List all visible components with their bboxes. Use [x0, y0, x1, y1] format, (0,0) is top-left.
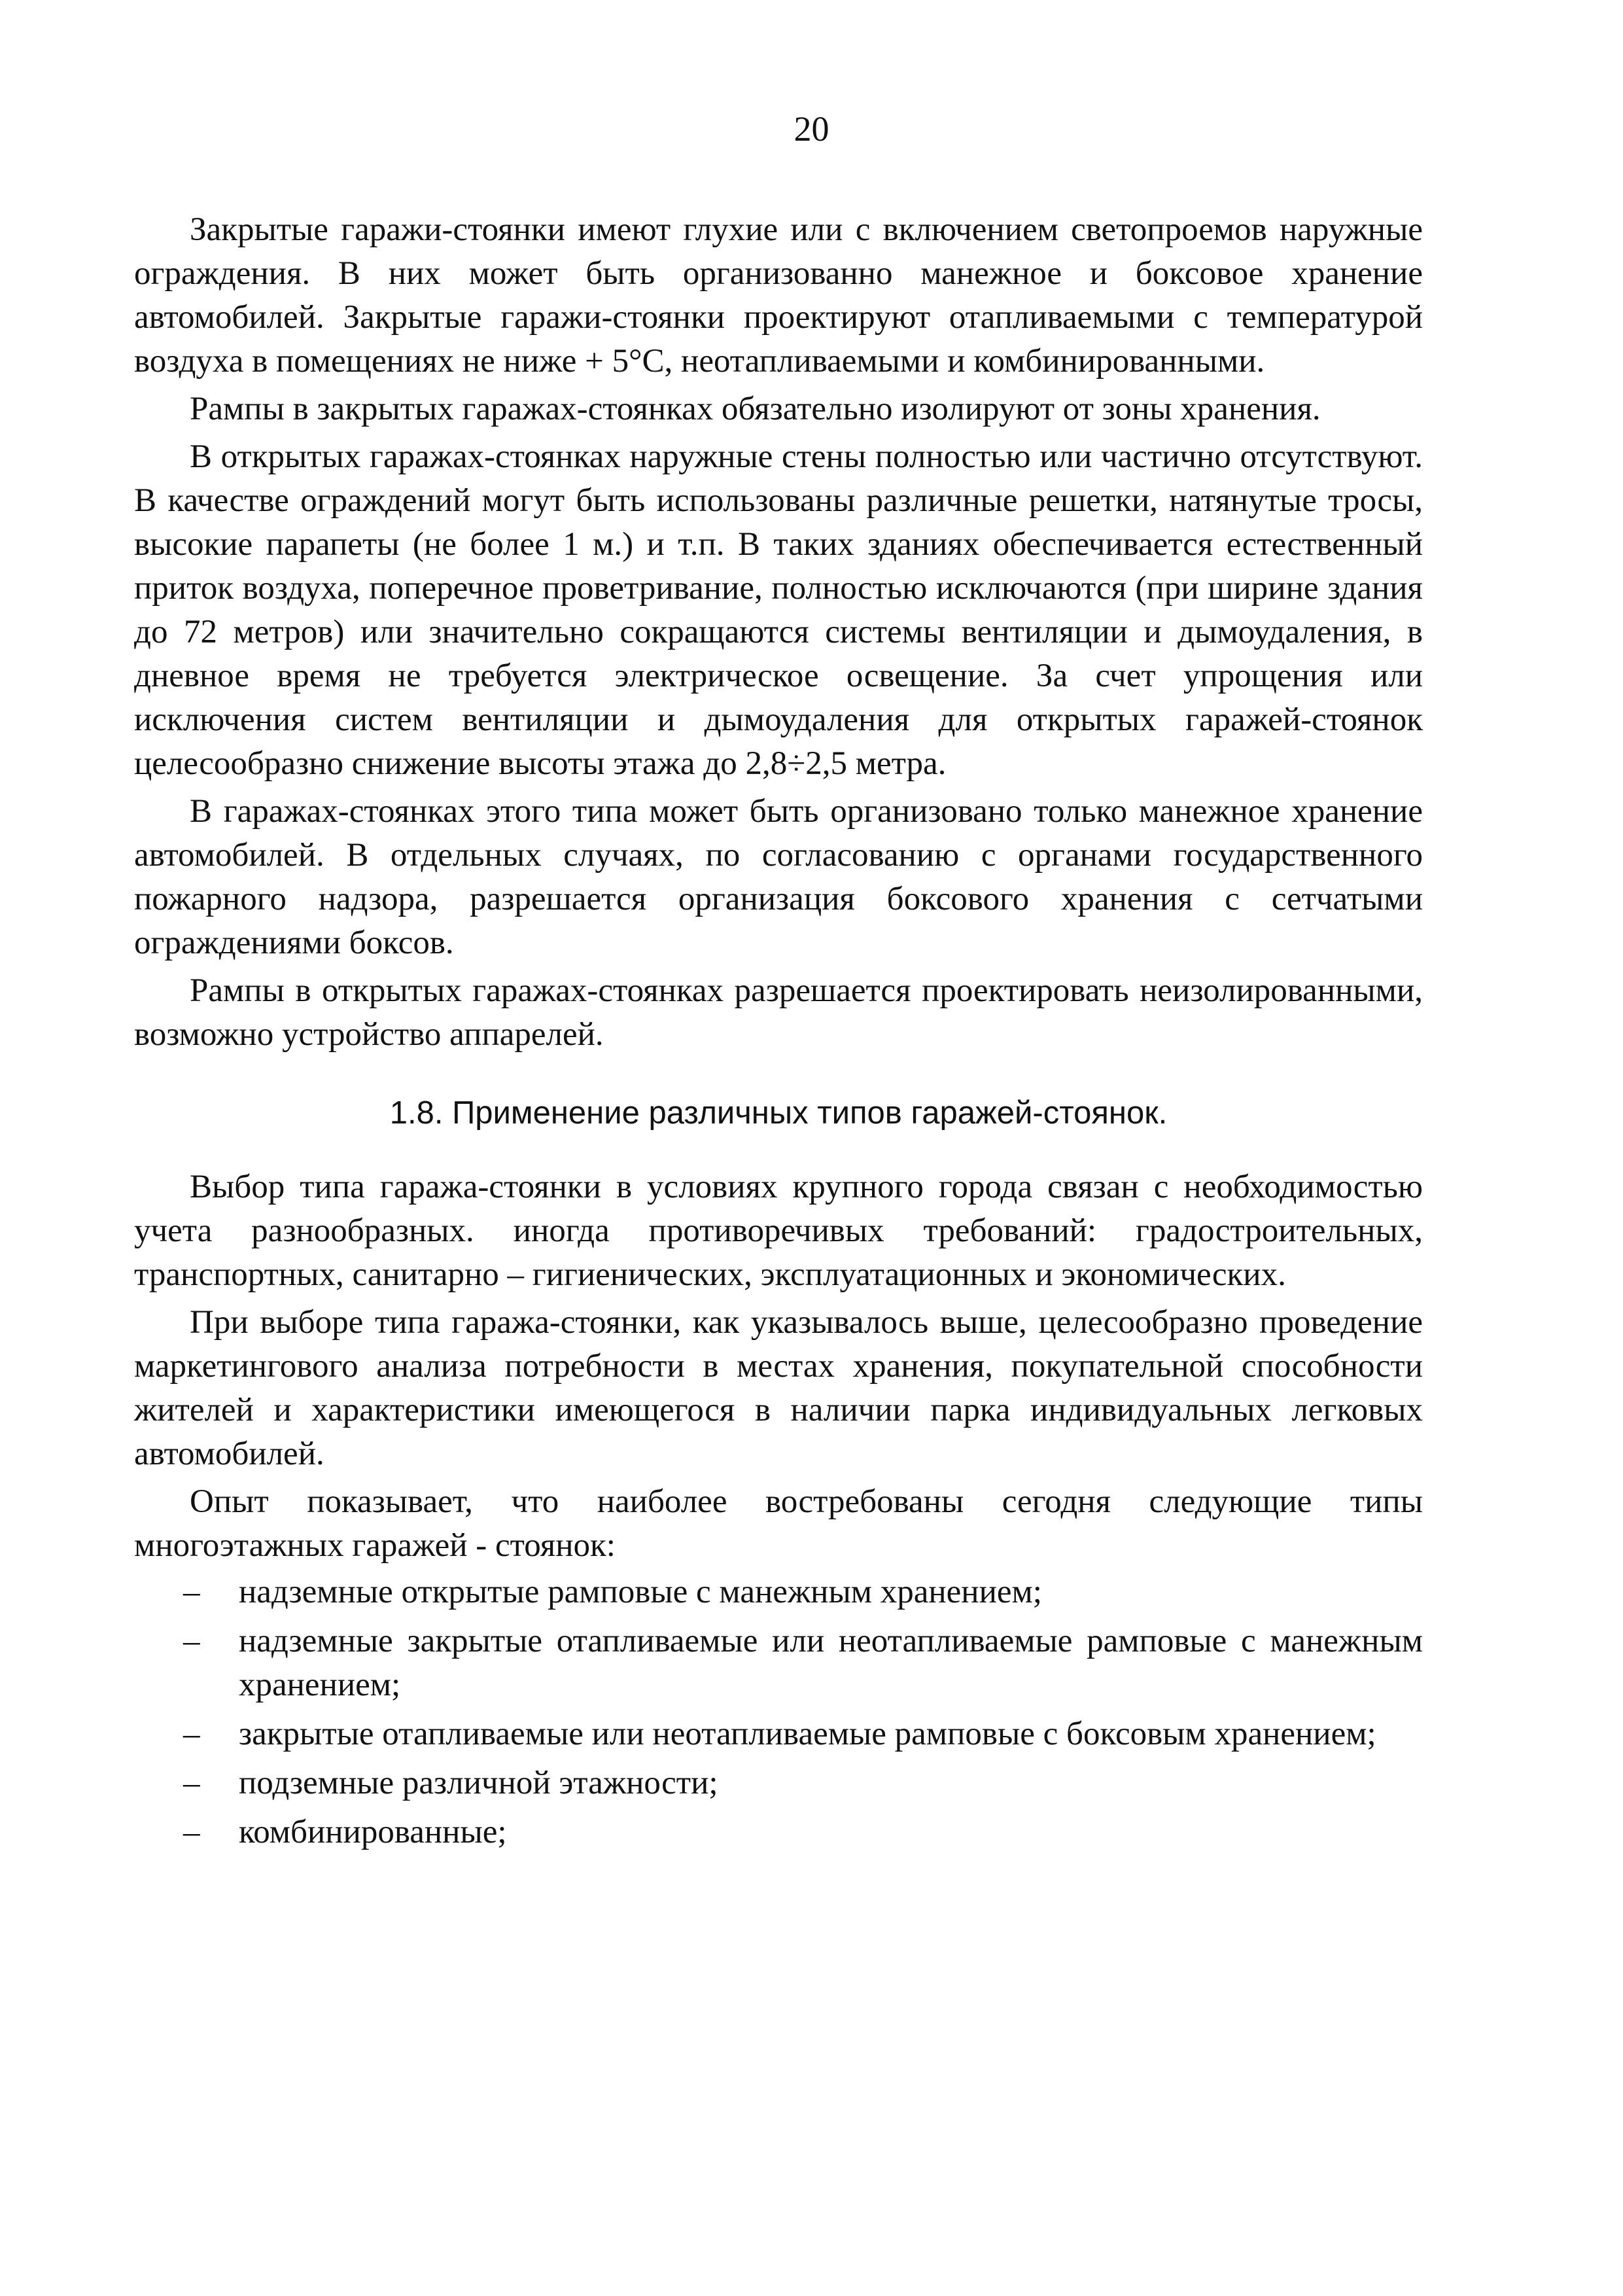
list-item-text: надземные открытые рамповые с манежным хранением; — [239, 1574, 1042, 1610]
bullet-dash: – — [183, 1814, 200, 1850]
paragraph: Рампы в открытых гаражах-стоянках разрешается проектировать неизолированными, возможно устройство аппарелей. — [134, 972, 1423, 1053]
paragraph: В открытых гаражах-стоянках наружные стены полностью или частично отсутствуют. В качестве ограждений могут быть использованы различные решетки, натянутые тросы, высокие парапеты (не более 1 м.) и т.п. В таких зданиях обеспечивается естественный приток воздуха, поперечное проветривание, полностью исключаются (при ширине здания до 72 метров) или значительно сокращаются системы вентиляции и дымоудаления, в дневное время не требуется электрическое освещение. За счет упрощения или исключения систем вентиляции и дымоудаления для открытых гаражей-стоянок целесообразно снижение высоты этажа до 2,8÷2,5 метра. — [134, 438, 1423, 782]
page-number: 20 — [794, 109, 829, 149]
list-item-text: надземные закрытые отапливаемые или неотапливаемые рамповые с манежным хранением; — [239, 1623, 1423, 1703]
list-item-text: закрытые отапливаемые или неотапливаемые рамповые с боксовым хранением; — [239, 1716, 1376, 1752]
paragraph: В гаражах-стоянках этого типа может быть организовано только манежное хранение автомобилей. В отдельных случаях, по согласованию с органами государственного пожарного надзора, разрешается организация боксового хранения с сетчатыми ограждениями боксов. — [134, 793, 1423, 961]
bullet-dash: – — [183, 1623, 200, 1659]
list-item — [134, 1810, 1423, 1854]
bullet-dash: – — [183, 1574, 200, 1610]
document-body — [134, 208, 1423, 1860]
bullet-dash: – — [183, 1716, 200, 1752]
list-item-text: подземные различной этажности; — [239, 1765, 718, 1801]
paragraph: Выбор типа гаража-стоянки в условиях крупного города связан с необходимостью учета разнообразных. иногда противоречивых требований: градостроительных, транспортных, санитарно – гигиенических, эксплуатационных и экономических. — [134, 1169, 1423, 1293]
list-item — [134, 1712, 1423, 1756]
list-item-text: комбинированные; — [239, 1814, 507, 1850]
paragraph: Рампы в закрытых гаражах-стоянках обязательно изолируют от зоны хранения. — [190, 391, 1321, 427]
list-item — [134, 1761, 1423, 1805]
paragraph: При выборе типа гаража-стоянки, как указывалось выше, целесообразно проведение маркетингового анализа потребности в местах хранения, покупательной способности жителей и характеристики имеющегося в наличии парка индивидуальных легковых автомобилей. — [134, 1304, 1423, 1472]
bullet-list — [134, 1570, 1423, 1854]
list-item — [134, 1619, 1423, 1707]
section-heading: 1.8. Применение различных типов гаражей-стоянок. — [389, 1095, 1168, 1131]
paragraph: Опыт показывает, что наиболее востребованы сегодня следующие типы многоэтажных гаражей - стоянок: — [134, 1483, 1423, 1564]
list-item — [134, 1570, 1423, 1614]
paragraph: Закрытые гаражи-стоянки имеют глухие или с включением светопроемов наружные ограждения. В них может быть организованно манежное и боксовое хранение автомобилей. Закрытые гаражи-стоянки проектируют отапливаемыми с температурой воздуха в помещениях не ниже + 5°С, неотапливаемыми и комбинированными. — [134, 211, 1423, 380]
bullet-dash: – — [183, 1765, 200, 1801]
